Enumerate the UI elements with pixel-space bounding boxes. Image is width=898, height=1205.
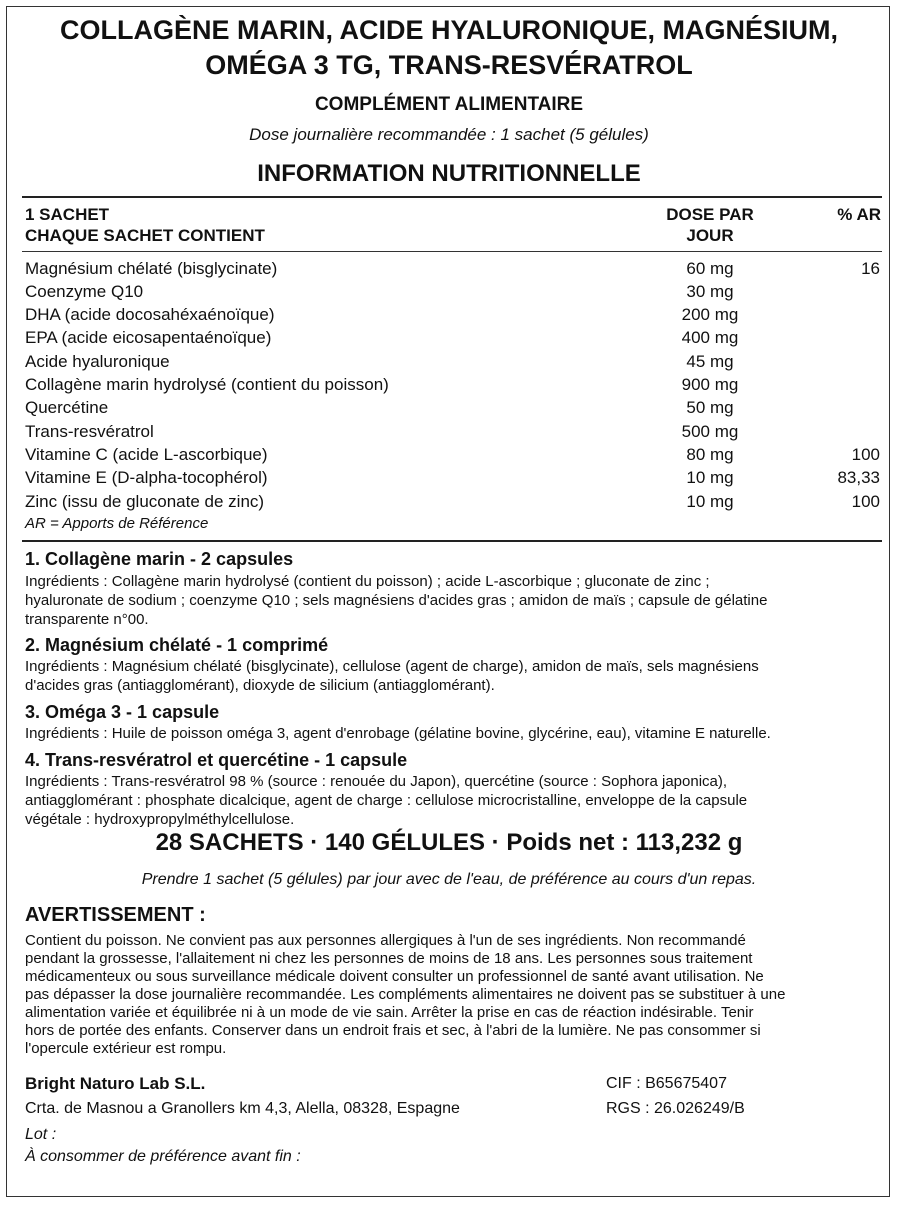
column-header-dose-line-1: DOSE PAR <box>666 205 754 224</box>
nutrient-ar: 83,33 <box>837 468 880 487</box>
column-header-portion-line-1: 1 SACHET <box>25 205 110 224</box>
company-name: Bright Naturo Lab S.L. <box>25 1074 206 1093</box>
ingredients-line: Ingrédients : Collagène marin hydrolysé (contient du poisson) ; acide L-ascorbique ; gluconate de zinc ; <box>25 573 710 590</box>
nutrient-name: Zinc (issu de gluconate de zinc) <box>25 492 265 511</box>
warning-line: pendant la grossesse, l'allaitement ni chez les personnes de moins de 18 ans. Les personnes sous traitement <box>25 950 753 967</box>
column-header-dose <box>645 204 775 246</box>
nutrient-name: Acide hyaluronique <box>25 352 170 371</box>
section-title-omega3: 3. Oméga 3 - 1 capsule <box>25 702 220 722</box>
company-cif: CIF : B65675407 <box>606 1075 727 1092</box>
nutrient-dose: 10 mg <box>686 468 734 487</box>
ingredients-line: hyaluronate de sodium ; coenzyme Q10 ; sels magnésiens d'acides gras ; amidon de maïs ; capsule de gélatine <box>25 592 768 609</box>
ingredients-resveratrol <box>25 772 877 829</box>
table-row <box>25 420 883 443</box>
product-title-line-2: OMÉGA 3 TG, TRANS-RESVÉRATROL <box>205 50 693 80</box>
lot-number: Lot : <box>25 1126 57 1143</box>
column-header-dose-line-2: JOUR <box>686 226 734 245</box>
ingredients-line: Ingrédients : Huile de poisson oméga 3, agent d'enrobage (gélatine bovine, glycérine, eau), vitamine E naturelle. <box>25 725 771 742</box>
ingredients-omega3 <box>25 724 877 743</box>
nutrition-heading: INFORMATION NUTRITIONNELLE <box>257 160 641 187</box>
table-row <box>25 490 883 513</box>
table-row <box>25 326 883 349</box>
warning-line: l'opercule extérieur est rompu. <box>25 1040 227 1057</box>
divider <box>22 540 882 542</box>
column-header-ar: % AR <box>837 205 881 224</box>
ingredients-line: antiagglomérant : phosphate dicalcique, agent de charge : cellulose microcristalline, enveloppe de la capsule <box>25 792 748 809</box>
section-title-collagen: 1. Collagène marin - 2 capsules <box>25 549 294 569</box>
table-row <box>25 303 883 326</box>
nutrient-dose: 900 mg <box>681 375 739 394</box>
nutrient-dose: 80 mg <box>686 445 734 464</box>
nutrient-name: Magnésium chélaté (bisglycinate) <box>25 259 278 278</box>
daily-dose-note: Dose journalière recommandée : 1 sachet (5 gélules) <box>249 125 649 144</box>
nutrient-name: EPA (acide eicosapentaénoïque) <box>25 328 272 347</box>
nutrient-dose: 10 mg <box>686 492 734 511</box>
nutrient-name: Quercétine <box>25 398 109 417</box>
column-header-portion <box>25 204 265 246</box>
table-row <box>25 257 883 280</box>
warning-line: médicamenteux ou sous surveillance médicale doivent consulter un professionnel de santé avant utilisation. Ne <box>25 968 764 985</box>
table-row <box>25 350 883 373</box>
nutrient-name: Vitamine E (D-alpha-tocophérol) <box>25 468 268 487</box>
nutrient-ar: 100 <box>851 492 880 511</box>
table-row <box>25 373 883 396</box>
divider <box>22 251 882 252</box>
usage-instructions: Prendre 1 sachet (5 gélules) par jour avec de l'eau, de préférence au cours d'un repas. <box>141 871 757 888</box>
ingredients-line: végétale : hydroxypropylméthylcellulose. <box>25 811 295 828</box>
best-before-date: À consommer de préférence avant fin : <box>25 1148 301 1165</box>
package-summary: 28 SACHETS · 140 GÉLULES · Poids net : 113,232 g <box>155 829 743 856</box>
section-title-resveratrol: 4. Trans-resvératrol et quercétine - 1 capsule <box>25 750 408 770</box>
ingredients-line: d'acides gras (antiagglomérant), dioxyde de silicium (antiagglomérant). <box>25 677 495 694</box>
nutrient-name: Vitamine C (acide L-ascorbique) <box>25 445 268 464</box>
warning-text <box>25 932 877 1058</box>
table-row <box>25 466 883 489</box>
warning-heading: AVERTISSEMENT : <box>25 904 206 926</box>
table-row <box>25 396 883 419</box>
nutrient-name: Trans-resvératrol <box>25 422 154 441</box>
nutrient-ar: 100 <box>851 445 880 464</box>
divider <box>22 196 882 198</box>
product-title-line-1: COLLAGÈNE MARIN, ACIDE HYALURONIQUE, MAGNÉSIUM, <box>59 15 839 45</box>
nutrient-dose: 200 mg <box>681 305 739 324</box>
ingredients-collagen <box>25 572 877 629</box>
ingredients-magnesium <box>25 657 877 695</box>
warning-line: hors de portée des enfants. Conserver dans un endroit frais et sec, à l'abri de la lumière. Ne pas consommer si <box>25 1022 761 1039</box>
nutrient-name: Coenzyme Q10 <box>25 282 144 301</box>
nutrient-dose: 400 mg <box>681 328 739 347</box>
section-title-magnesium: 2. Magnésium chélaté - 1 comprimé <box>25 635 329 655</box>
nutrient-dose: 45 mg <box>686 352 734 371</box>
nutrient-ar: 16 <box>861 259 880 278</box>
company-rgs: RGS : 26.026249/B <box>606 1100 745 1117</box>
ingredients-line: Ingrédients : Magnésium chélaté (bisglycinate), cellulose (agent de charge), amidon de maïs, sels magnésiens <box>25 658 759 675</box>
nutrient-name: DHA (acide docosahéxaénoïque) <box>25 305 275 324</box>
warning-line: Contient du poisson. Ne convient pas aux personnes allergiques à l'un de ses ingrédients. Non recommandé <box>25 932 746 949</box>
nutrient-dose: 50 mg <box>686 398 734 417</box>
warning-line: alimentation variée et équilibrée ni à un mode de vie sain. Arrêter la prise en cas de réaction indésirable. Tenir <box>25 1004 754 1021</box>
nutrient-dose: 60 mg <box>686 259 734 278</box>
nutrient-dose: 500 mg <box>681 422 739 441</box>
ar-footnote: AR = Apports de Référence <box>25 515 209 532</box>
warning-line: pas dépasser la dose journalière recommandée. Les compléments alimentaires ne doivent pas se substituer à une <box>25 986 786 1003</box>
table-row <box>25 443 883 466</box>
column-header-portion-line-2: CHAQUE SACHET CONTIENT <box>25 226 265 245</box>
ingredients-line: Ingrédients : Trans-resvératrol 98 % (source : renouée du Japon), quercétine (source : Sophora japonica), <box>25 773 728 790</box>
table-row <box>25 280 883 303</box>
product-category: COMPLÉMENT ALIMENTAIRE <box>314 94 584 115</box>
nutrient-dose: 30 mg <box>686 282 734 301</box>
nutrient-name: Collagène marin hydrolysé (contient du poisson) <box>25 375 389 394</box>
company-address: Crta. de Masnou a Granollers km 4,3, Alella, 08328, Espagne <box>25 1100 460 1117</box>
ingredients-line: transparente n°00. <box>25 611 149 628</box>
